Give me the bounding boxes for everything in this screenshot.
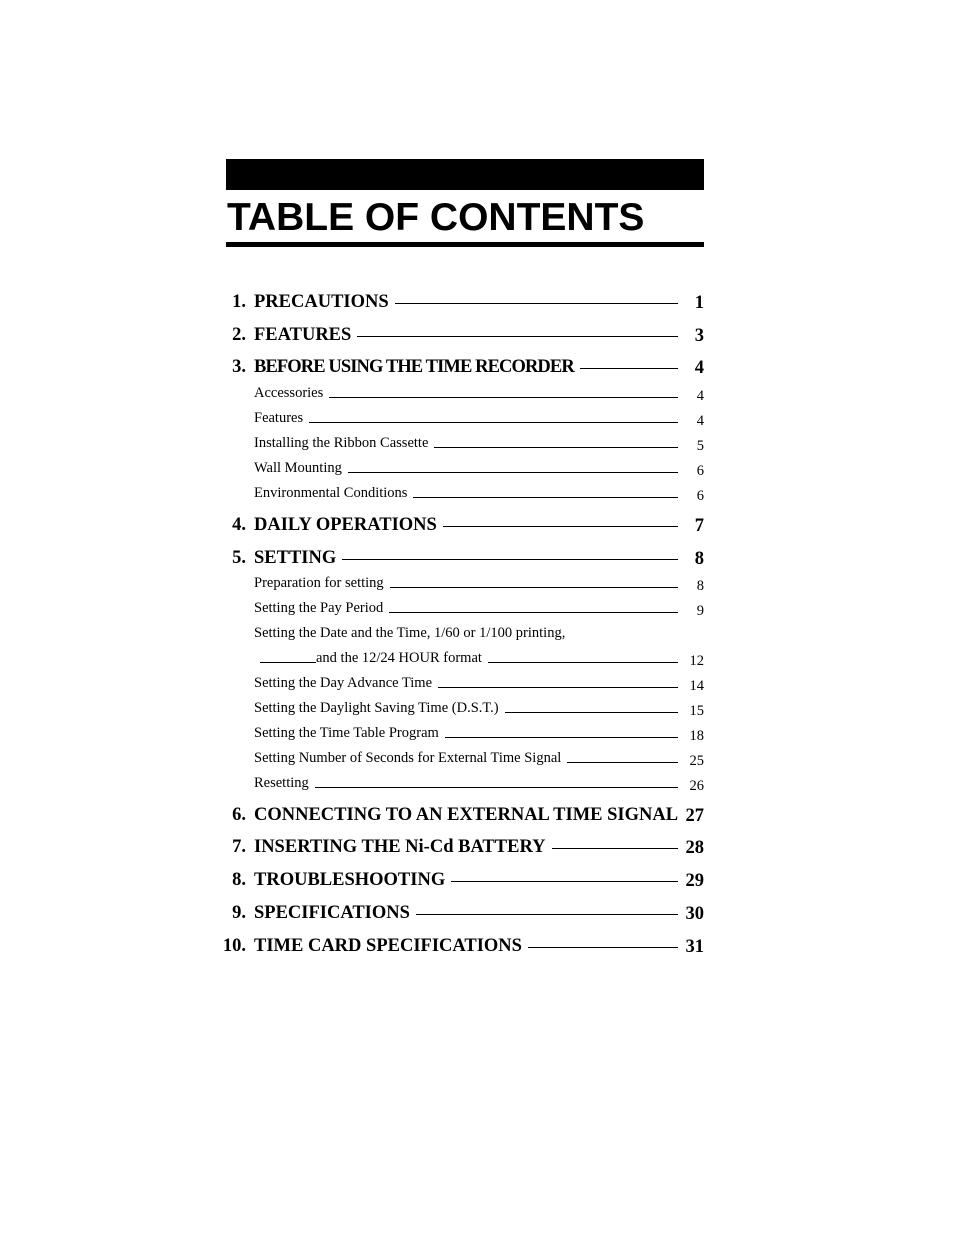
toc-page-number: 8 bbox=[696, 578, 704, 594]
toc-page-number: 26 bbox=[689, 778, 704, 794]
toc-subentry-label: Setting the Pay Period bbox=[254, 599, 389, 617]
toc-page-number: 3 bbox=[694, 326, 704, 346]
toc-subentry-label: Environmental Conditions bbox=[254, 484, 413, 502]
toc-page-number: 25 bbox=[689, 753, 704, 769]
leader-line bbox=[260, 422, 678, 423]
leader-line bbox=[260, 787, 678, 788]
toc-page-number: 12 bbox=[689, 653, 704, 669]
toc-entry-number: 4. bbox=[232, 515, 246, 535]
toc-page-number: 27 bbox=[685, 806, 704, 826]
toc-page-number: 28 bbox=[685, 838, 704, 858]
toc-page-number: 9 bbox=[696, 603, 704, 619]
toc-subentry-label: Resetting bbox=[254, 774, 315, 792]
toc-entry-number: 6. bbox=[232, 805, 246, 825]
toc-subentry-label: Setting the Daylight Saving Time (D.S.T.) bbox=[254, 699, 505, 717]
toc-entry-number: 5. bbox=[232, 548, 246, 568]
toc-page-number: 29 bbox=[685, 871, 704, 891]
toc-page-number: 15 bbox=[689, 703, 704, 719]
toc-page-number: 31 bbox=[685, 937, 704, 957]
toc-page-number: 8 bbox=[694, 549, 704, 569]
toc-page-number: 6 bbox=[696, 488, 704, 504]
toc-entry-label: PRECAUTIONS bbox=[254, 291, 395, 313]
toc-page-number: 4 bbox=[696, 388, 704, 404]
toc-subentry-label: Features bbox=[254, 409, 309, 427]
toc-entry-number: 1. bbox=[232, 292, 246, 312]
toc-entry-label: BEFORE USING THE TIME RECORDER bbox=[254, 356, 580, 378]
toc-entry-number: 3. bbox=[232, 357, 246, 377]
toc-subentry-label: Setting the Time Table Program bbox=[254, 724, 445, 742]
toc-subentry-label: Installing the Ribbon Cassette bbox=[254, 434, 434, 452]
toc-page-number: 1 bbox=[694, 293, 704, 313]
toc-entry-number: 9. bbox=[232, 903, 246, 923]
toc-entry-label: SETTING bbox=[254, 547, 342, 569]
toc-subentry-label: Preparation for setting bbox=[254, 574, 390, 592]
toc-subentry-label: Setting Number of Seconds for External Time Signal bbox=[254, 749, 567, 767]
toc-entry-number: 10. bbox=[222, 936, 246, 956]
toc-page-number: 4 bbox=[694, 358, 704, 378]
toc-page-number: 18 bbox=[689, 728, 704, 744]
toc-subentry-label: Wall Mounting bbox=[254, 459, 348, 477]
toc-subentry-label: Setting the Date and the Time, 1/60 or 1/100 printing, bbox=[254, 624, 571, 642]
toc-subentry-label: Accessories bbox=[254, 384, 329, 402]
toc-entry-label: CONNECTING TO AN EXTERNAL TIME SIGNAL bbox=[254, 804, 684, 826]
toc-page-number: 14 bbox=[689, 678, 704, 694]
page-title: TABLE OF CONTENTS bbox=[227, 196, 645, 239]
toc-page-number: 30 bbox=[685, 904, 704, 924]
toc-entry-number: 7. bbox=[232, 837, 246, 857]
toc-entry-label: FEATURES bbox=[254, 324, 357, 346]
toc-subentry-label: Setting the Day Advance Time bbox=[254, 674, 438, 692]
toc-entry-number: 2. bbox=[232, 325, 246, 345]
toc-page-number: 5 bbox=[696, 438, 704, 454]
toc-page-number: 7 bbox=[694, 516, 704, 536]
toc-entry-label: DAILY OPERATIONS bbox=[254, 514, 443, 536]
toc-page-number: 4 bbox=[696, 413, 704, 429]
toc-entry-label: SPECIFICATIONS bbox=[254, 902, 416, 924]
toc-entry-number: 8. bbox=[232, 870, 246, 890]
toc-entry-label: TROUBLESHOOTING bbox=[254, 869, 451, 891]
toc-page-number: 6 bbox=[696, 463, 704, 479]
toc-subentry-label: and the 12/24 HOUR format bbox=[316, 649, 488, 667]
toc-entry-label: TIME CARD SPECIFICATIONS bbox=[254, 935, 528, 957]
toc-entry-label: INSERTING THE Ni-Cd BATTERY bbox=[254, 836, 552, 858]
